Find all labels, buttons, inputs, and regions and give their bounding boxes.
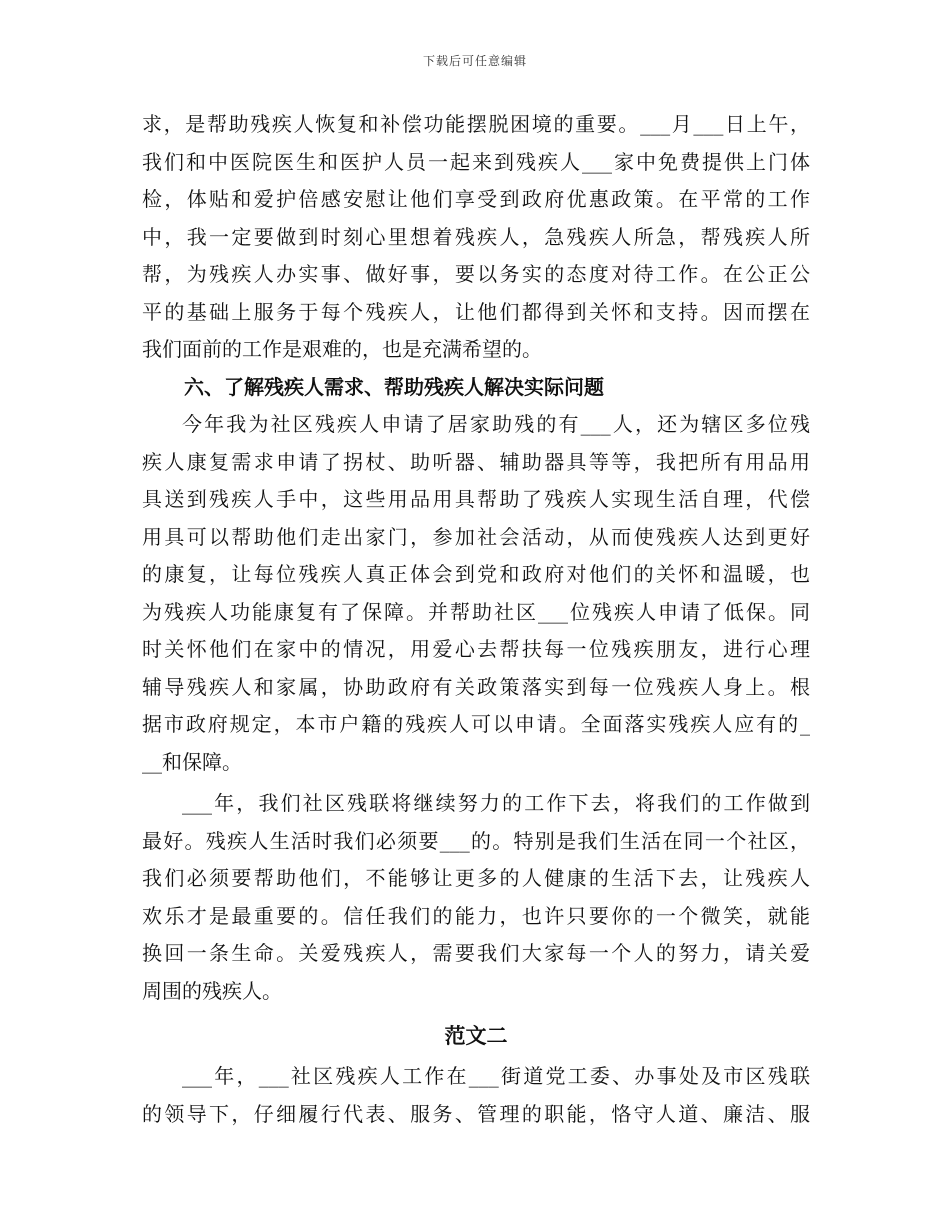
text-line: 为残疾人功能康复有了保障。并帮助社区___位残疾人申请了低保。同 bbox=[142, 599, 810, 624]
text-line: 帮，为残疾人办实事、做好事，要以务实的态度对待工作。在公正公 bbox=[142, 262, 810, 286]
text-line: 欢乐才是最重要的。信任我们的能力，也许只要你的一个微笑，就能 bbox=[142, 903, 810, 928]
paragraph-needs bbox=[142, 406, 810, 781]
text-line: 疾人康复需求申请了拐杖、助听器、辅助器具等等，我把所有用品用 bbox=[142, 449, 810, 474]
text-line: ___年，___社区残疾人工作在___街道党工委、办事处及市区残联 bbox=[182, 1064, 810, 1088]
text-line: 具送到残疾人手中，这些用品用具帮助了残疾人实现生活自理，代偿 bbox=[142, 487, 810, 511]
section-title: 范文二 bbox=[444, 1023, 508, 1048]
document-body bbox=[142, 106, 810, 1133]
text-line: 我们面前的工作是艰难的，也是充满希望的。 bbox=[142, 337, 542, 361]
section-heading: 六、了解残疾人需求、帮助残疾人解决实际问题 bbox=[184, 374, 604, 399]
text-line: 辅导残疾人和家属，协助政府有关政策落实到每一位残疾人身上。根 bbox=[142, 674, 810, 699]
paragraph-outlook bbox=[142, 785, 810, 1010]
text-line: 时关怀他们在家中的情况，用爱心去帮扶每一位残疾朋友，进行心理 bbox=[142, 637, 810, 661]
text-line: 中，我一定要做到时刻心里想着残疾人，急残疾人所急，帮残疾人所 bbox=[142, 224, 810, 249]
text-line: 的领导下，仔细履行代表、服务、管理的职能，恪守人道、廉洁、服 bbox=[142, 1101, 810, 1126]
text-line: 周围的残疾人。 bbox=[142, 978, 282, 1003]
text-line: 求，是帮助残疾人恢复和补偿功能摆脱困境的重要。___月___日上午， bbox=[142, 112, 810, 136]
text-line: 我们必须要帮助他们，不能够让更多的人健康的生活下去，让残疾人 bbox=[142, 866, 810, 890]
text-line: ___年，我们社区残联将继续努力的工作下去，将我们的工作做到 bbox=[182, 791, 810, 815]
text-line: 最好。残疾人生活时我们必须要___的。特别是我们生活在同一个社区， bbox=[142, 828, 810, 853]
text-line: 今年我为社区残疾人申请了居家助残的有___人，还为辖区多位残 bbox=[182, 412, 810, 436]
page-header: 下载后可任意编辑 bbox=[422, 54, 527, 68]
paragraph-continuation bbox=[142, 106, 810, 369]
text-line: 的康复，让每位残疾人真正体会到党和政府对他们的关怀和温暖，也 bbox=[142, 562, 810, 586]
text-line: 用具可以帮助他们走出家门，参加社会活动，从而使残疾人达到更好 bbox=[142, 524, 810, 549]
text-line: 据市政府规定，本市户籍的残疾人可以申请。全面落实残疾人应有的_ bbox=[142, 712, 810, 736]
text-line: 我们和中医院医生和医护人员一起来到残疾人___家中免费提供上门体 bbox=[142, 149, 810, 174]
text-line: 检，体贴和爱护倍感安慰让他们享受到政府优惠政策。在平常的工作 bbox=[142, 187, 810, 211]
paragraph-sample-two bbox=[142, 1058, 810, 1133]
text-line: 平的基础上服务于每个残疾人，让他们都得到关怀和支持。因而摆在 bbox=[142, 299, 810, 324]
text-line: 换回一条生命。关爱残疾人，需要我们大家每一个人的努力，请关爱 bbox=[142, 941, 810, 965]
text-line: __和保障。 bbox=[142, 749, 242, 774]
